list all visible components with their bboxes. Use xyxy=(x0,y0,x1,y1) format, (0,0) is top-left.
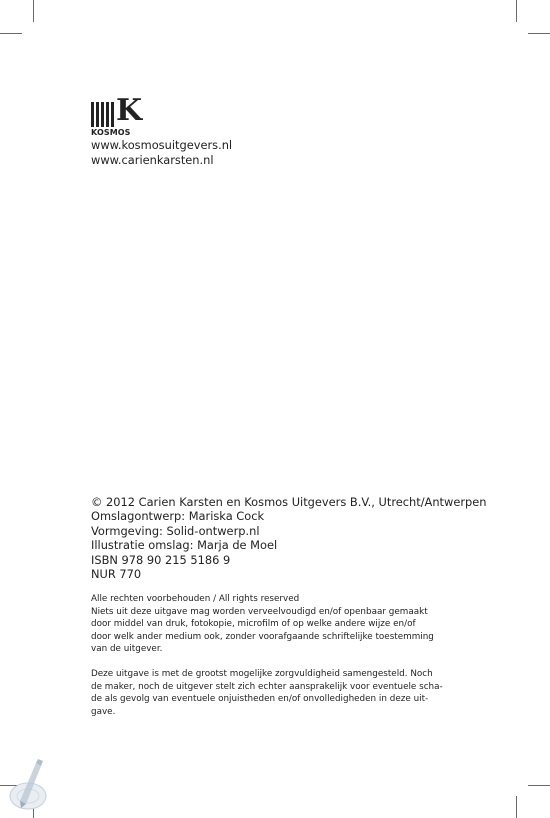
kosmos-logo-wordmark: KOSMOS xyxy=(91,128,131,137)
rights-heading: Alle rechten voorbehouden / All rights reserved xyxy=(91,594,300,604)
publisher-url[interactable]: www.kosmosuitgevers.nl xyxy=(91,138,233,152)
disclaimer-text-line: gave. xyxy=(91,706,116,717)
cover-design-line: Omslagontwerp: Mariska Cock xyxy=(91,509,265,524)
kosmos-logo-bars-icon xyxy=(91,102,117,127)
crop-mark-top-left-v xyxy=(33,0,34,22)
disclaimer-text-line: Deze uitgave is met de grootst mogelijke zorgvuldigheid samengesteld. Noch xyxy=(91,668,433,679)
crop-mark-bottom-right-h xyxy=(528,785,550,786)
publisher-urls xyxy=(91,138,232,167)
layout-design-line: Vormgeving: Solid-ontwerp.nl xyxy=(91,523,260,538)
bol-com-pen-logo-icon xyxy=(6,757,50,813)
author-url[interactable]: www.carienkarsten.nl xyxy=(91,152,214,167)
rights-text-line: door welk ander medium ook, zonder voorafgaande schriftelijke toestemming xyxy=(91,631,434,642)
cover-illustration-line: Illustratie omslag: Marja de Moel xyxy=(91,538,278,553)
colophon-credits xyxy=(91,495,487,581)
crop-mark-top-right-v xyxy=(516,0,517,22)
kosmos-logo-letter: K xyxy=(116,93,143,128)
isbn-line: ISBN 978 90 215 5186 9 xyxy=(91,552,231,567)
crop-mark-top-left-h xyxy=(0,33,22,34)
crop-mark-top-right-h xyxy=(528,33,550,34)
rights-text-line: van de uitgever. xyxy=(91,644,163,655)
rights-paragraph xyxy=(91,606,460,656)
disclaimer-text-line: de als gevolg van eventuele onjuistheden en/of onvolledigheden in deze uit- xyxy=(91,694,429,705)
crop-mark-bottom-right-v xyxy=(516,796,517,818)
rights-text-line: Niets uit deze uitgave mag worden verveelvoudigd en/of openbaar gemaakt xyxy=(91,606,428,617)
kosmos-logo xyxy=(91,93,143,138)
disclaimer-paragraph xyxy=(91,668,460,718)
disclaimer-text-line: de maker, noch de uitgever stelt zich echter aansprakelijk voor eventuele scha- xyxy=(91,681,443,692)
copyright-line: © 2012 Carien Karsten en Kosmos Uitgevers B.V., Utrecht/Antwerpen xyxy=(91,495,487,509)
rights-text-line: door middel van druk, fotokopie, microfilm of op welke andere wijze en/of xyxy=(91,619,416,630)
nur-line: NUR 770 xyxy=(91,567,142,582)
legal-notice xyxy=(91,593,460,718)
